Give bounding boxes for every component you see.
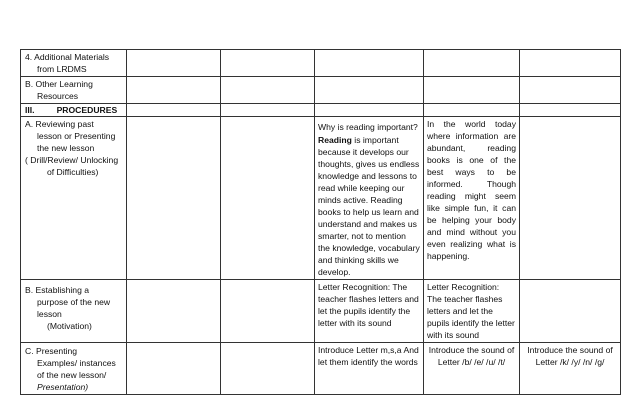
- presenting-line3: of the new lesson/: [37, 370, 107, 380]
- cell-empty: [520, 104, 621, 117]
- cell-empty: [315, 50, 424, 77]
- establishing-label: [21, 280, 127, 343]
- row-reviewing: [21, 117, 621, 280]
- presenting-line2: Examples/ instances: [37, 358, 116, 368]
- establishing-day5-text: Letter Recognition: The teacher flashes letters and let the pupils identify the letter with its sound: [427, 282, 515, 340]
- reviewing-day4: [315, 117, 424, 280]
- reviewing-day4-bold: Reading: [318, 135, 352, 145]
- reviewing-day5-text: In the world today where information are abundant, reading books is one of the best ways to be informed. Though reading might seem like simple fun, it can be helping your body and mind without you even realizing what is happening.: [427, 119, 516, 261]
- establishing-line2: purpose of the new: [37, 297, 111, 307]
- cell-empty: [424, 77, 520, 104]
- reviewing-line3: the new lesson: [37, 143, 95, 153]
- reviewing-label: [21, 117, 127, 280]
- row-procedures: [21, 104, 621, 117]
- other-resources-line1: Other Learning: [35, 79, 93, 89]
- cell-empty: [127, 104, 221, 117]
- lesson-plan-table: [20, 49, 621, 395]
- cell-empty: [315, 104, 424, 117]
- cell-empty: [520, 77, 621, 104]
- cell-empty: [127, 343, 221, 395]
- reviewing-line2: lesson or Presenting: [37, 131, 116, 141]
- cell-empty: [520, 117, 621, 280]
- cell-empty: [221, 50, 315, 77]
- presenting-day5-text: Introduce the sound of Letter /b/ /e/ /u/ /t/: [428, 345, 515, 367]
- cell-empty: [221, 280, 315, 343]
- cell-empty: [221, 77, 315, 104]
- procedures-title: PROCEDURES: [56, 105, 118, 115]
- cell-empty: [127, 117, 221, 280]
- presenting-line4: Presentation): [37, 382, 89, 392]
- presenting-day4-text: Introduce Letter m,s,a And let them identify the words: [318, 345, 419, 367]
- cell-empty: [520, 50, 621, 77]
- cell-empty: [127, 280, 221, 343]
- row-additional-materials: [21, 50, 621, 77]
- cell-empty: [520, 280, 621, 343]
- cell-empty: [127, 77, 221, 104]
- establishing-day4: [315, 280, 424, 343]
- presenting-line1: C. Presenting: [25, 346, 78, 356]
- establishing-line4: (Motivation): [47, 321, 92, 331]
- cell-empty: [127, 50, 221, 77]
- reviewing-line5: of Difficulties): [47, 167, 99, 177]
- additional-materials-label: [21, 50, 127, 77]
- row-other-resources: [21, 77, 621, 104]
- establishing-line1: B. Establishing a: [25, 285, 90, 295]
- cell-empty: [221, 104, 315, 117]
- cell-empty: [424, 104, 520, 117]
- reviewing-day4-heading: Why is reading important?: [318, 122, 418, 132]
- reviewing-day5: [424, 117, 520, 280]
- reviewing-day4-text: is important because it develops our thoughts, gives us endless knowledge and lessons to read while keeping our minds active. Reading books to help us learn and understand and makes us smarter, not to mention the knowledge, vocabulary and thinking skills we develop.: [318, 135, 420, 277]
- cell-empty: [221, 343, 315, 395]
- cell-empty: [221, 117, 315, 280]
- row-establishing: [21, 280, 621, 343]
- presenting-day6: [520, 343, 621, 395]
- procedures-num: III.: [25, 105, 35, 115]
- presenting-day6-text: Introduce the sound of Letter /k/ /y/ /n/ /g/: [527, 345, 613, 367]
- presenting-day4: [315, 343, 424, 395]
- row-presenting: [21, 343, 621, 395]
- reviewing-day4-body: [318, 134, 420, 278]
- establishing-day5: [424, 280, 520, 343]
- additional-materials-line2: from LRDMS: [37, 64, 87, 74]
- presenting-day5: [424, 343, 520, 395]
- additional-materials-num: 4.: [25, 52, 33, 62]
- other-resources-label: [21, 77, 127, 104]
- additional-materials-line1: Additional Materials: [34, 52, 110, 62]
- establishing-line3: lesson: [37, 309, 62, 319]
- reviewing-line1: A. Reviewing past: [25, 119, 94, 129]
- reviewing-line4: ( Drill/Review/ Unlocking: [25, 155, 119, 165]
- cell-empty: [315, 77, 424, 104]
- cell-empty: [424, 50, 520, 77]
- other-resources-line2: Resources: [37, 91, 79, 101]
- presenting-label: [21, 343, 127, 395]
- other-resources-num: B.: [25, 79, 34, 89]
- procedures-heading: [21, 104, 127, 117]
- establishing-day4-text: Letter Recognition: The teacher flashes letters and let the pupils identify the letter with its sound: [318, 282, 419, 328]
